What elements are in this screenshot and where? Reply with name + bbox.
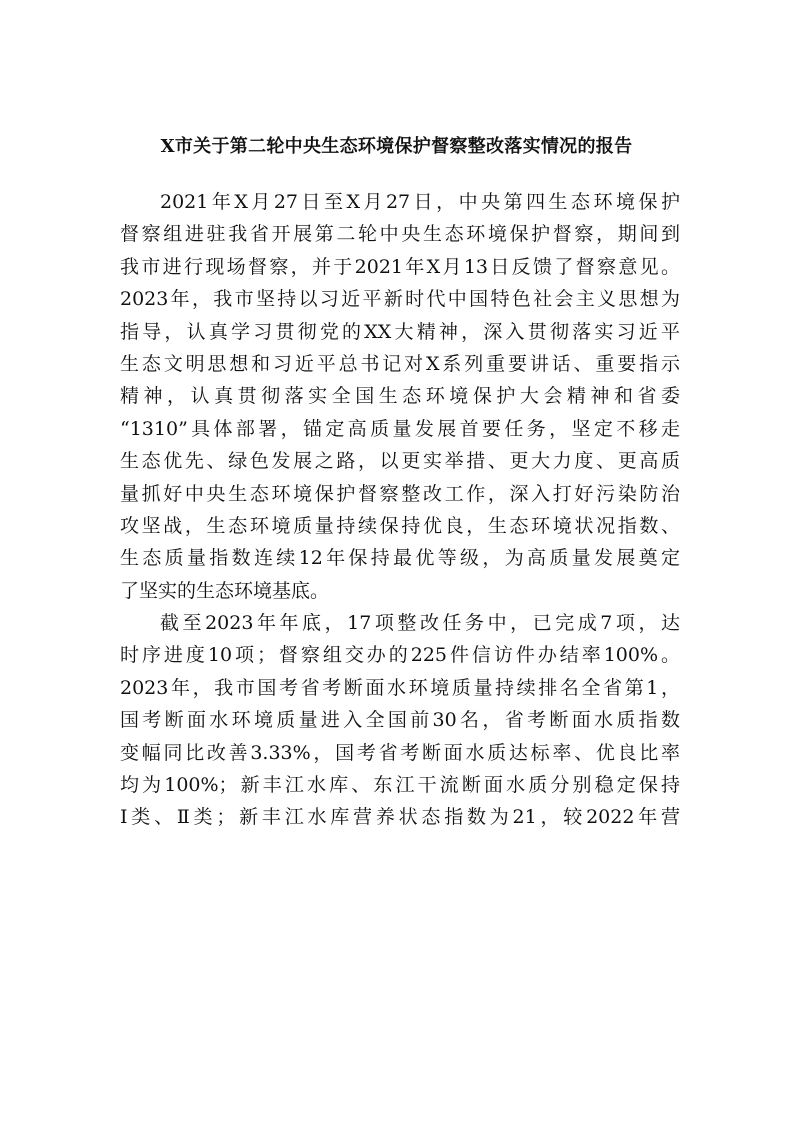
paragraph-line: 督察组进驻我省开展第二轮中央生态环境保护督察，期间到 (120, 223, 680, 246)
paragraph-2 (120, 607, 680, 834)
paragraph-line: 精神，认真贯彻落实全国生态环境保护大会精神和省委 (120, 385, 680, 408)
paragraph-line: Ⅰ类、Ⅱ类；新丰江水库营养状态指数为21，较2022年营 (120, 806, 680, 829)
paragraph-line: 生态优先、绿色发展之路，以更实举措、更大力度、更高质 (120, 450, 680, 473)
paragraph-line: 变幅同比改善3.33%，国考省考断面水质达标率、优良比率 (120, 741, 680, 764)
paragraph-line: 2023年，我市坚持以习近平新时代中国特色社会主义思想为 (120, 288, 680, 311)
paragraph-line: 生态质量指数连续12年保持最优等级，为高质量发展奠定 (120, 547, 680, 570)
paragraph-line: 量抓好中央生态环境保护督察整改工作，深入打好污染防治 (120, 482, 680, 505)
paragraph-line: 均为100%；新丰江水库、东江干流断面水质分别稳定保持 (120, 774, 680, 797)
paragraph-line: 2021年X月27日至X月27日，中央第四生态环境保护 (160, 191, 680, 213)
paragraph-line: 国考断面水环境质量进入全国前30名，省考断面水质指数 (120, 709, 680, 732)
paragraph-line: 攻坚战，生态环境质量持续保持优良，生态环境状况指数、 (120, 514, 680, 537)
paragraph-line: 生态文明思想和习近平总书记对X系列重要讲话、重要指示 (120, 352, 680, 375)
paragraph-line: 2023年，我市国考省考断面水环境质量持续排名全省第1， (120, 676, 680, 699)
paragraph-line: 截至2023年年底，17项整改任务中，已完成7项，达 (160, 612, 680, 635)
paragraph-line: 了坚实的生态环境基底。 (120, 579, 330, 602)
paragraph-line: 指导，认真学习贯彻党的XX大精神，深入贯彻落实习近平 (120, 320, 680, 343)
paragraph-line: “1310”具体部署，锚定高质量发展首要任务，坚定不移走 (120, 417, 680, 440)
paragraph-1 (120, 186, 680, 607)
paragraph-line: 时序进度10项；督察组交办的225件信访件办结率100%。 (120, 644, 680, 667)
paragraph-line: 我市进行现场督察，并于2021年X月13日反馈了督察意见。 (120, 255, 680, 278)
document-title: X市关于第二轮中央生态环境保护督察整改落实情况的报告 (160, 136, 633, 157)
document-body (120, 186, 680, 834)
